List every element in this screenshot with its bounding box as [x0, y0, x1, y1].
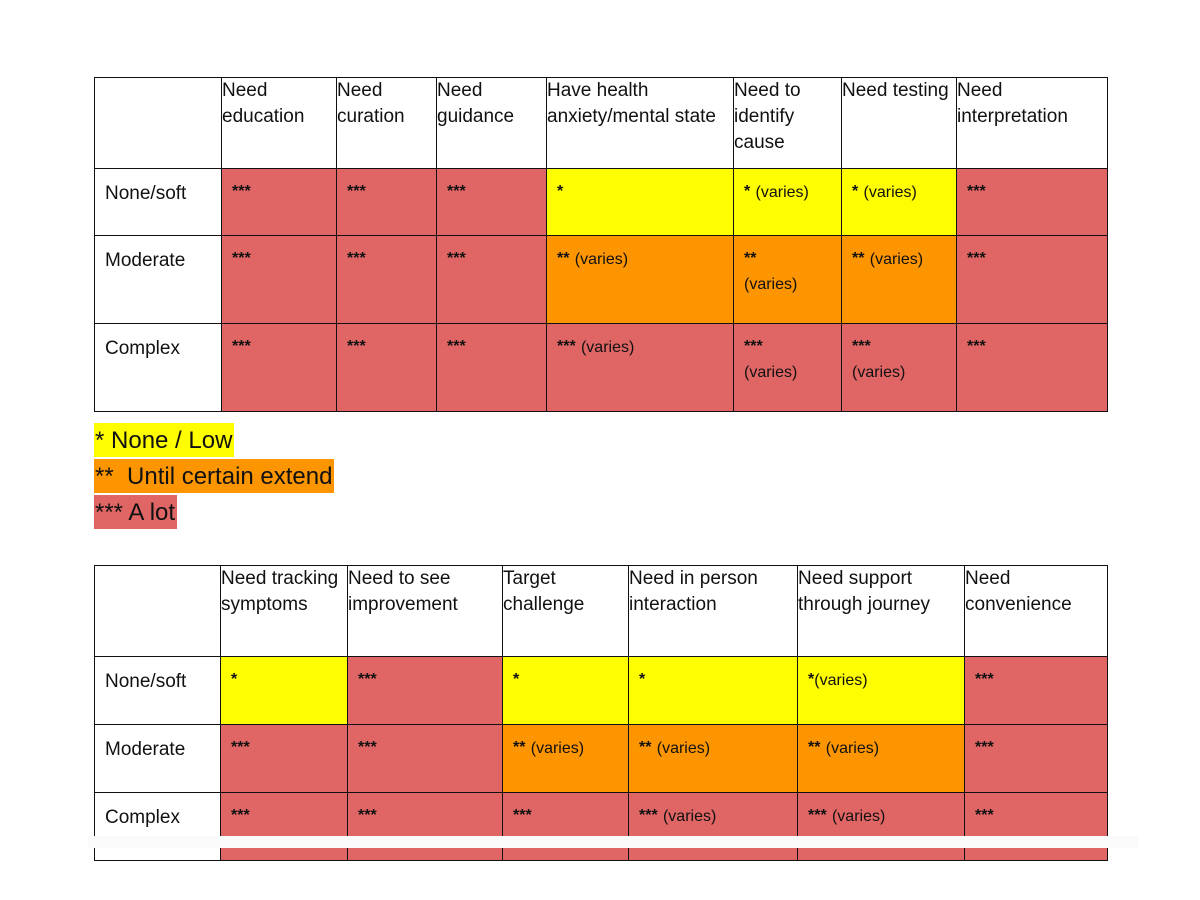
rating-stars: *** [231, 807, 250, 824]
header-see-improvement: Need to see improvement [348, 566, 503, 657]
rating-stars: *** [639, 807, 658, 824]
rating-stars: ** [744, 250, 757, 267]
table-row [95, 725, 1108, 793]
table-row [95, 657, 1108, 725]
header-need-testing: Need testing [842, 78, 957, 169]
rating-stars: *** [232, 183, 251, 200]
rating-stars: *** [447, 338, 466, 355]
rating-cell [798, 793, 965, 861]
rating-cell [842, 169, 957, 236]
needs-matrix-table-1 [94, 77, 1108, 412]
rating-cell [965, 725, 1108, 793]
rating-cell [348, 725, 503, 793]
header-need-guidance: Need guidance [437, 78, 547, 169]
rating-cell [437, 324, 547, 412]
rating-stars: * [639, 671, 646, 688]
rating-stars: *** [347, 183, 366, 200]
rating-stars: * [852, 183, 859, 200]
rating-cell [222, 236, 337, 324]
varies-note: (varies) [869, 251, 924, 268]
row-label: Moderate [95, 725, 221, 793]
rating-cell [222, 324, 337, 412]
rating-cell [734, 169, 842, 236]
varies-note: (varies) [662, 808, 717, 825]
rating-cell [221, 793, 348, 861]
rating-cell [842, 324, 957, 412]
rating-stars: *** [232, 250, 251, 267]
rating-cell [547, 169, 734, 236]
header-tracking-symptoms: Need tracking symptoms [221, 566, 348, 657]
header-identify-cause: Need to identify cause [734, 78, 842, 169]
legend [94, 423, 334, 531]
rating-stars: * [808, 671, 815, 688]
header-need-convenience: Need convenience [965, 566, 1108, 657]
page-shadow [88, 836, 1138, 848]
varies-note: (varies) [863, 184, 917, 201]
legend-item-none-low [94, 423, 234, 457]
rating-stars: *** [975, 739, 994, 756]
rating-stars: *** [232, 338, 251, 355]
rating-cell [503, 657, 629, 725]
rating-stars: *** [347, 250, 366, 267]
rating-stars: *** [967, 338, 986, 355]
varies-note: (varies) [744, 364, 798, 381]
legend-text: A lot [128, 499, 176, 526]
header-corner [95, 566, 221, 657]
rating-stars: ** [852, 250, 865, 267]
header-need-curation: Need curation [337, 78, 437, 169]
varies-note: (varies) [744, 276, 798, 293]
table-row [95, 236, 1108, 324]
rating-cell [798, 657, 965, 725]
rating-stars: * [557, 183, 564, 200]
rating-cell [734, 324, 842, 412]
legend-text: None / Low [111, 427, 233, 454]
rating-stars: *** [975, 807, 994, 824]
legend-marker: * [95, 427, 105, 454]
rating-cell [503, 725, 629, 793]
rating-stars: ** [808, 739, 821, 756]
header-support-journey: Need support through journey [798, 566, 965, 657]
rating-stars: *** [347, 338, 366, 355]
rating-stars: *** [358, 671, 377, 688]
header-need-interpretation: Need interpretation [957, 78, 1108, 169]
rating-cell [957, 236, 1108, 324]
varies-note: (varies) [580, 339, 635, 356]
header-need-education: Need education [222, 78, 337, 169]
rating-cell [437, 169, 547, 236]
rating-stars: * [513, 671, 520, 688]
rating-stars: * [744, 183, 751, 200]
varies-note: (varies) [814, 672, 868, 689]
row-label: Complex [95, 793, 221, 861]
rating-cell [222, 169, 337, 236]
rating-stars: *** [557, 338, 576, 355]
rating-cell [842, 236, 957, 324]
rating-stars: *** [744, 338, 763, 355]
table-header-row [95, 78, 1108, 169]
rating-cell [965, 793, 1108, 861]
row-label: None/soft [95, 657, 221, 725]
header-target-challenge: Target challenge [503, 566, 629, 657]
rating-cell [221, 725, 348, 793]
rating-cell [348, 657, 503, 725]
rating-stars: *** [808, 807, 827, 824]
rating-stars: *** [447, 250, 466, 267]
rating-cell [547, 236, 734, 324]
rating-stars: *** [975, 671, 994, 688]
legend-marker: ** [95, 463, 114, 490]
varies-note: (varies) [574, 251, 629, 268]
rating-stars: *** [358, 807, 377, 824]
rating-stars: ** [513, 739, 526, 756]
header-corner [95, 78, 222, 169]
header-health-anxiety: Have health anxiety/mental state [547, 78, 734, 169]
legend-marker: *** [95, 499, 124, 526]
varies-note: (varies) [825, 740, 880, 757]
varies-note: (varies) [755, 184, 809, 201]
table-row [95, 793, 1108, 861]
rating-stars: *** [852, 338, 871, 355]
rating-cell [437, 236, 547, 324]
rating-cell [629, 793, 798, 861]
rating-cell [629, 725, 798, 793]
rating-stars: *** [447, 183, 466, 200]
rating-cell [503, 793, 629, 861]
rating-cell [337, 324, 437, 412]
rating-cell [221, 657, 348, 725]
rating-stars: ** [557, 250, 570, 267]
varies-note: (varies) [831, 808, 886, 825]
header-in-person-interaction: Need in person interaction [629, 566, 798, 657]
rating-cell [965, 657, 1108, 725]
row-label: None/soft [95, 169, 222, 236]
needs-matrix-table-2 [94, 565, 1108, 861]
rating-cell [734, 236, 842, 324]
rating-stars: * [231, 671, 238, 688]
rating-stars: *** [231, 739, 250, 756]
rating-cell [629, 657, 798, 725]
table-row [95, 169, 1108, 236]
rating-cell [957, 169, 1108, 236]
rating-cell [798, 725, 965, 793]
rating-stars: *** [513, 807, 532, 824]
rating-stars: *** [967, 250, 986, 267]
legend-text: Until certain extend [127, 463, 333, 490]
varies-note: (varies) [852, 364, 906, 381]
legend-item-a-lot [94, 495, 177, 529]
legend-item-until-certain [94, 459, 334, 493]
table-row [95, 324, 1108, 412]
rating-cell [348, 793, 503, 861]
rating-stars: *** [358, 739, 377, 756]
rating-cell [957, 324, 1108, 412]
rating-cell [337, 169, 437, 236]
table-header-row [95, 566, 1108, 657]
rating-cell [337, 236, 437, 324]
rating-stars: ** [639, 739, 652, 756]
row-label: Complex [95, 324, 222, 412]
varies-note: (varies) [656, 740, 711, 757]
varies-note: (varies) [530, 740, 585, 757]
rating-cell [547, 324, 734, 412]
rating-stars: *** [967, 183, 986, 200]
row-label: Moderate [95, 236, 222, 324]
